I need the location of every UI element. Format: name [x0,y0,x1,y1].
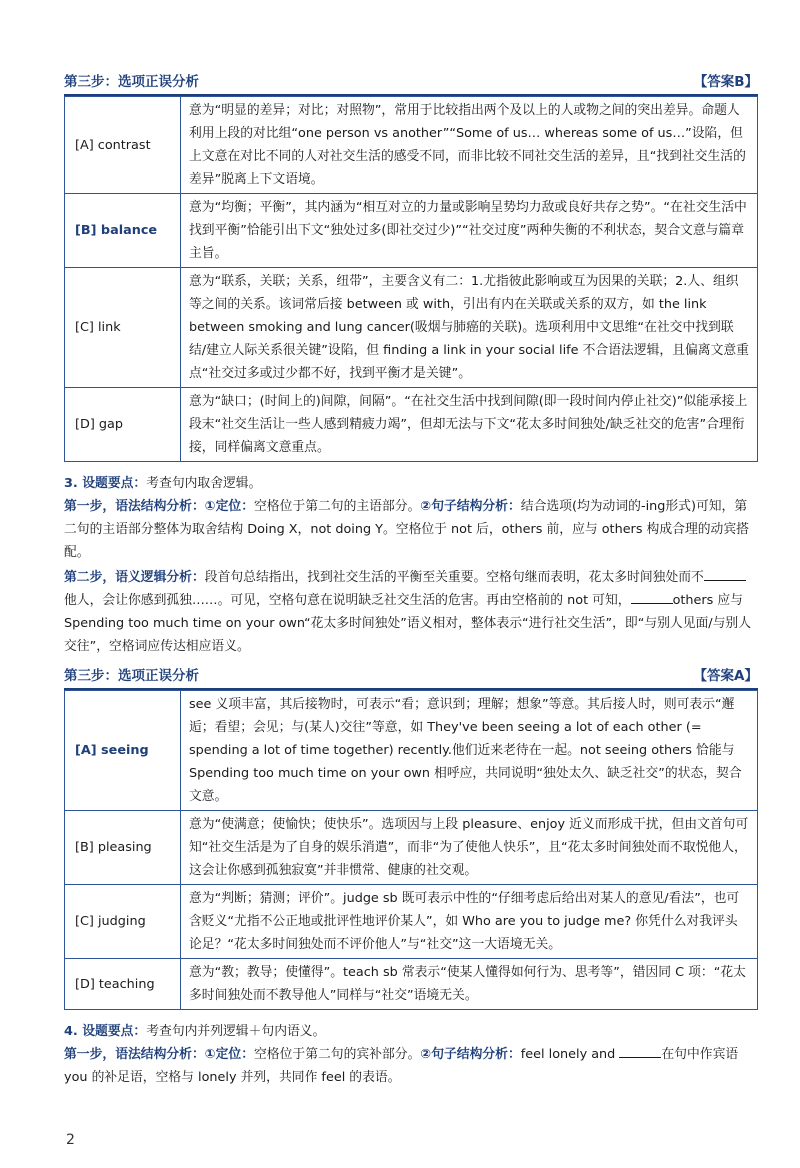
step2-text-b: 他人，会让你感到孤独……。可见，空格句意在说明缺乏社交生活的危害。再由空格前的 not 可知， [64,593,631,608]
step1-heading-2: ②句子结构分析： [420,499,521,514]
step2-heading: 第二步，语义逻辑分析： [64,570,205,585]
options-table-2 [64,690,758,1010]
table-row [65,194,758,268]
step1-paragraph [64,495,758,564]
table-row [65,268,758,388]
question-point-3 [64,472,758,495]
option-label: [C] link [65,268,181,388]
table-row [65,97,758,194]
blank-line [619,1045,661,1058]
step4-text-2a: feel lonely and [520,1047,616,1062]
option-label: [C] judging [65,885,181,959]
table-row [65,885,758,959]
question-point-4 [64,1020,758,1043]
option-explanation: see 义项丰富，其后接物时，可表示“看；意识到；理解；想象”等意。其后接人时，则可表示“邂逅；看望；会见；与(某人)交往”等意，如 They've been seeing a lot of each other (= spending a lot of time together) recently.他们近来老待在一起。not seeing others 恰能与 Spending too much time on your own 相呼应，共同说明“独处太久、缺乏社交”的状态，契合文意。 [181,691,758,811]
step-title: 第三步：选项正误分析 [64,74,199,90]
option-label: [A] contrast [65,97,181,194]
option-label-correct: [A] seeing [65,691,181,811]
page-content [64,70,758,1089]
point-heading: 3. 设题要点： [64,476,147,491]
step1-heading: 第一步，语法结构分析：①定位： [64,499,254,514]
step4-heading-2: ②句子结构分析： [420,1047,521,1062]
step4-heading: 第一步，语法结构分析：①定位： [64,1047,254,1062]
option-explanation: 意为“均衡；平衡”，其内涵为“相互对立的力量或影响呈势均力敌或良好共存之势”。“在社交生活中找到平衡”恰能引出下文“独处过多(即社交过少)”“社交过度”两种失衡的不利状态，契合文意与篇章主旨。 [181,194,758,268]
step4-text: 空格位于第二句的宾补部分。 [254,1047,421,1062]
step2-text-c: others 应与 Spending too much time on your own“花太多时间独处”语义相对，整体表示“进行社交生活”，即“与别人见面/与别人交往”，空格词应传达相应语义。 [64,593,752,654]
point-heading: 4. 设题要点： [64,1024,147,1039]
option-label: [D] gap [65,388,181,462]
step-title: 第三步：选项正误分析 [64,668,199,684]
option-explanation: 意为“教；教导；使懂得”。teach sb 常表示“使某人懂得如何行为、思考等”，错因同 C 项：“花太多时间独处而不教导他人”同样与“社交”语境无关。 [181,959,758,1010]
step4-paragraph [64,1043,758,1089]
option-label: [B] pleasing [65,811,181,885]
option-explanation: 意为“联系，关联；关系，纽带”，主要含义有二：1.尤指彼此影响或互为因果的关联；2.人、组织等之间的关系。该词常后接 between 或 with，引出有内在关联或关系的双方，如 the link between smoking and lung cancer(吸烟与肺癌的关联)。选项利用中文思维“在社交中找到联结/建立人际关系很关键”设陷，但 finding a link in your social life 不合语法逻辑，且偏离文意重点“社交过多或过少都不好，找到平衡才是关键”。 [181,268,758,388]
step4-text-2b: 在句中作宾语 you 的补足语，空格与 lonely 并列，共同作 feel 的表语。 [64,1047,739,1085]
table-row [65,811,758,885]
options-table-1 [64,96,758,462]
table-row [65,691,758,811]
option-explanation: 意为“判断；猜测；评价”。judge sb 既可表示中性的“仔细考虑后给出对某人的意见/看法”，也可含贬义“尤指不公正地或批评性地评价某人”，如 Who are you to judge me? 你凭什么对我评头论足？“花太多时间独处而不评价他人”与“社交”这一大语境无关。 [181,885,758,959]
option-explanation: 意为“使满意；使愉快；使快乐”。选项因与上段 pleasure、enjoy 近义而形成干扰，但由文首句可知“社交生活是为了自身的娱乐消遣”，而非“为了使他人快乐”，且“花太多时间独处而不取悦他人，这会让你感到孤独寂寞”并非惯常、健康的社交观。 [181,811,758,885]
answer-label: 【答案B】 [693,74,758,90]
option-explanation: 意为“缺口；(时间上的)间隙，间隔”。“在社交生活中找到间隙(即一段时间内停止社交)”似能承接上段末“社交生活让一些人感到精疲力竭”，但却无法与下文“花太多时间独处/缺乏社交的危害”合理衔接，同样偏离文意重点。 [181,388,758,462]
table-row [65,959,758,1010]
section2-header [64,664,758,690]
step2-paragraph [64,566,758,658]
option-explanation: 意为“明显的差异；对比；对照物”，常用于比较指出两个及以上的人或物之间的突出差异。命题人利用上段的对比组“one person vs another”“Some of us… whereas some of us…”设陷，但上文意在对比不同的人对社交生活的感受不同，而非比较不同社交生活的差异，且“找到社交生活的差异”脱离上下文语境。 [181,97,758,194]
page-number: 2 [66,1132,75,1148]
point-text: 考查句内并列逻辑＋句内语义。 [146,1024,326,1039]
option-label-correct: [B] balance [65,194,181,268]
step2-text-a: 段首句总结指出，找到社交生活的平衡至关重要。空格句继而表明，花太多时间独处而不 [204,570,704,585]
blank-line [631,591,673,604]
answer-label: 【答案A】 [693,668,758,684]
option-label: [D] teaching [65,959,181,1010]
section1-header [64,70,758,96]
step1-text: 空格位于第二句的主语部分。 [254,499,421,514]
point-text: 考查句内取舍逻辑。 [146,476,262,491]
blank-line [704,568,746,581]
table-row [65,388,758,462]
step1-text-2: 结合选项(均为动词的-ing形式)可知，第二句的主语部分整体为取舍结构 Doing X，not doing Y。空格位于 not 后，others 前，应与 others 构成合理的动宾搭配。 [64,499,749,560]
